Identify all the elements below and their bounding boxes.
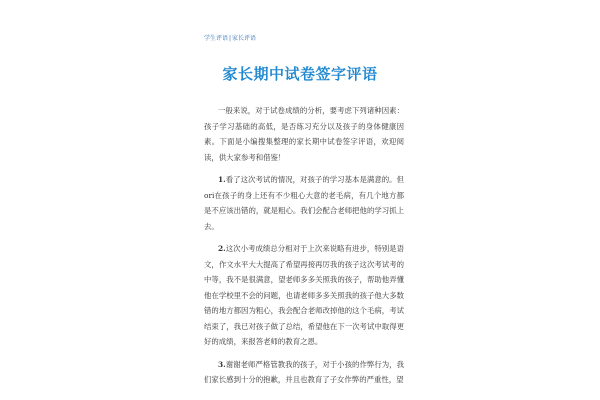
comment-paragraph-2 — [204, 241, 404, 350]
intro-paragraph — [204, 103, 404, 165]
paragraph-text: 看了这次考试的情况，对孩子的学习基本是满意的。但ori在孩子的身上还有不少粗心大意的老毛病，有几个地方都是不应该出错的，就是粗心。我们会配合老师把他的学习抓上去。 — [204, 175, 404, 231]
breadcrumb-link-student-comments[interactable]: 学生评语 — [204, 35, 229, 42]
paragraph-number: 3. — [218, 359, 226, 369]
comment-paragraph-1 — [204, 172, 404, 234]
paragraph-number: 2. — [218, 244, 226, 253]
paragraph-number: 1. — [218, 175, 226, 184]
paragraph-text: 一般来说，对于试卷成绩的分析，要考虑下列诸种因素：孩子学习基础的高低，是否练习充分以及孩子的身体健康因素。下面是小编搜集整理的家长期中试卷签字评语，欢迎阅读，供大家参考和借鉴！ — [204, 106, 404, 162]
paragraph-text: 这次小考成绩总分相对于上次来说略有进步，特别是语文，作文水平大大提高了希望再接再厉我的孩子这次考试考的中等，我不是很满意，望老师多多关照我的孩子，帮助他弄懂他在学校里不会的问题，也请老师多多关照我的孩子他大多数错的地方都因为粗心，我会配合老师改掉他的这个毛病，考试结束了，我已对孩子做了总结，希望他在下一次考试中取得更好的成绩，来报答老师的教育之恩。 — [204, 244, 404, 346]
comment-paragraph-3 — [204, 357, 404, 388]
article-body — [204, 103, 404, 395]
breadcrumb-link-parent-comments[interactable]: 家长评语 — [232, 35, 257, 42]
paragraph-text: 谢谢老师严格管教我的孩子，对于小孩的作弊行为，我们家长感到十分的抱歉，并且也教育了子女作弊的严重性，望 — [204, 359, 404, 384]
breadcrumb-separator: | — [229, 35, 232, 42]
page-title: 家长期中试卷签字评语 — [222, 65, 378, 83]
breadcrumb — [204, 33, 256, 42]
